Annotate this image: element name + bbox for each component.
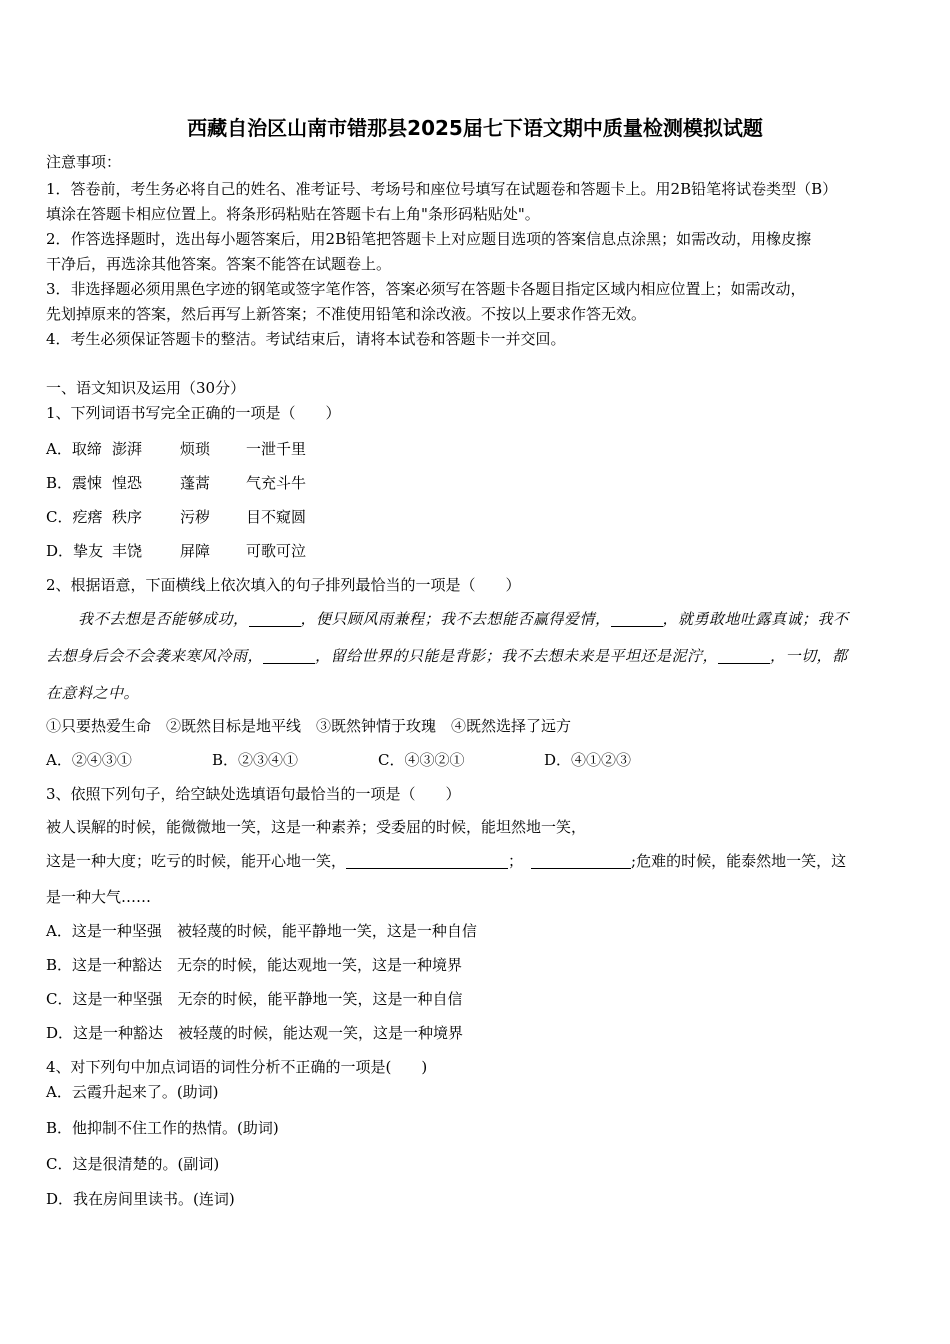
notice-line: 先划掉原来的答案，然后再写上新答案；不准使用铅笔和涂改液。不按以上要求作答无效。: [46, 305, 647, 323]
question-3-option-c: C．这是一种坚强 无奈的时候，能平静地一笑，这是一种自信: [46, 990, 463, 1008]
question-2-answers: [46, 749, 631, 770]
question-3-stem: 3、依照下列句子，给空缺处选填语句最恰当的一项是（ ）: [46, 785, 461, 803]
question-1-option-b: [46, 472, 306, 493]
passage-text: ，一切，都: [770, 647, 848, 665]
passage-text: ，就勇敢地吐露真诚；我不: [662, 610, 849, 628]
question-3-text: 被人误解的时候，能微微地一笑，这是一种素养；受委屈的时候，能坦然地一笑，: [46, 818, 587, 836]
question-2-passage-line: 在意料之中。: [46, 684, 140, 702]
passage-text: ，留给世界的只能是背影；我不去想未来是平坦还是泥泞，: [315, 647, 719, 665]
question-1-stem: 1、下列词语书写完全正确的一项是（ ）: [46, 404, 341, 422]
fill-blank: [249, 611, 301, 627]
question-1-option-d: [46, 540, 306, 561]
passage-text: ，便只顾风雨兼程；我不去想能否赢得爱情，: [300, 610, 611, 628]
option-word: 丰饶: [112, 542, 143, 560]
fill-blank: [718, 648, 770, 664]
question-text: ;危难的时候，能泰然地一笑，这: [631, 852, 847, 870]
question-3-option-d: D．这是一种豁达 被轻蔑的时候，能达观一笑，这是一种境界: [46, 1024, 464, 1042]
question-4-option-d: D．我在房间里读书。(连词): [46, 1190, 235, 1208]
question-3-option-a: A．这是一种坚强 被轻蔑的时候，能平静地一笑，这是一种自信: [46, 922, 477, 940]
notice-line: 2．作答选择题时，选出每小题答案后，用2B铅笔把答题卡上对应题目选项的答案信息点涂黑；如需改动，用橡皮擦: [46, 230, 812, 248]
question-2-stem: 2、根据语意，下面横线上依次填入的句子排列最恰当的一项是（ ）: [46, 576, 521, 594]
question-1-option-a: [46, 438, 306, 459]
question-4-option-c: C．这是很清楚的。(副词): [46, 1155, 220, 1173]
option-word: 烦琐: [180, 440, 211, 458]
answer-option: B．②③④①: [212, 751, 299, 769]
fill-blank: [263, 648, 315, 664]
answer-option: A．②④③①: [46, 751, 132, 769]
question-2-passage-line: [46, 645, 848, 666]
question-2-choices: ①只要热爱生命 ②既然目标是地平线 ③既然钟情于玫瑰 ④既然选择了远方: [46, 717, 572, 735]
option-word: A．取缔: [46, 440, 102, 458]
notice-line: 1．答卷前，考生务必将自己的姓名、准考证号、考场号和座位号填写在试题卷和答题卡上。用2B铅笔将试卷类型（B）: [46, 180, 838, 198]
option-word: 可歌可泣: [246, 542, 307, 560]
question-4-option-a: A．云霞升起来了。(助词): [46, 1083, 219, 1101]
option-word: 秩序: [112, 508, 143, 526]
notice-line: 填涂在答题卡相应位置上。将条形码粘贴在答题卡右上角"条形码粘贴处"。: [46, 205, 540, 223]
passage-text: 去想身后会不会袭来寒风冷雨，: [46, 647, 264, 665]
notice-heading: 注意事项：: [46, 153, 122, 171]
option-word: 蓬蒿: [180, 474, 211, 492]
answer-option: D．④①②③: [544, 751, 632, 769]
option-word: 屏障: [180, 542, 211, 560]
option-word: C．疙瘩: [46, 508, 103, 526]
fill-blank: [346, 853, 508, 869]
question-text: ；: [508, 852, 524, 870]
page-title: 西藏自治区山南市错那县2025届七下语文期中质量检测模拟试题: [187, 116, 763, 140]
passage-text: 我不去想是否能够成功，: [78, 610, 249, 628]
option-word: D．挚友: [46, 542, 104, 560]
question-3-option-b: B．这是一种豁达 无奈的时候，能达观地一笑，这是一种境界: [46, 956, 463, 974]
question-2-passage-line: [78, 608, 849, 629]
notice-line: 3．非选择题必须用黑色字迹的钢笔或签字笔作答，答案必须写在答题卡各题目指定区域内相应位置上；如需改动，: [46, 280, 806, 298]
question-3-text: [46, 850, 846, 871]
question-4-stem: 4、对下列句中加点词语的词性分析不正确的一项是( ): [46, 1058, 428, 1076]
answer-option: C．④③②①: [378, 751, 465, 769]
fill-blank: [611, 611, 663, 627]
question-4-option-b: B．他抑制不住工作的热情。(助词): [46, 1119, 279, 1137]
fill-blank: [531, 853, 631, 869]
option-word: B．震悚: [46, 474, 103, 492]
question-1-option-c: [46, 506, 306, 527]
option-word: 澎湃: [112, 440, 143, 458]
notice-line: 干净后，再选涂其他答案。答案不能答在试题卷上。: [46, 255, 392, 273]
option-word: 一泄千里: [246, 440, 307, 458]
question-text: 这是一种大度；吃亏的时候，能开心地一笑，: [46, 852, 347, 870]
option-word: 气充斗牛: [246, 474, 307, 492]
option-word: 目不窥圆: [246, 508, 307, 526]
notice-line: 4．考生必须保证答题卡的整洁。考试结束后，请将本试卷和答题卡一并交回。: [46, 330, 566, 348]
section-heading: 一、语文知识及运用（30分）: [46, 379, 246, 397]
option-word: 污秽: [180, 508, 211, 526]
question-3-text: 是一种大气……: [46, 888, 152, 906]
option-word: 惶恐: [112, 474, 143, 492]
